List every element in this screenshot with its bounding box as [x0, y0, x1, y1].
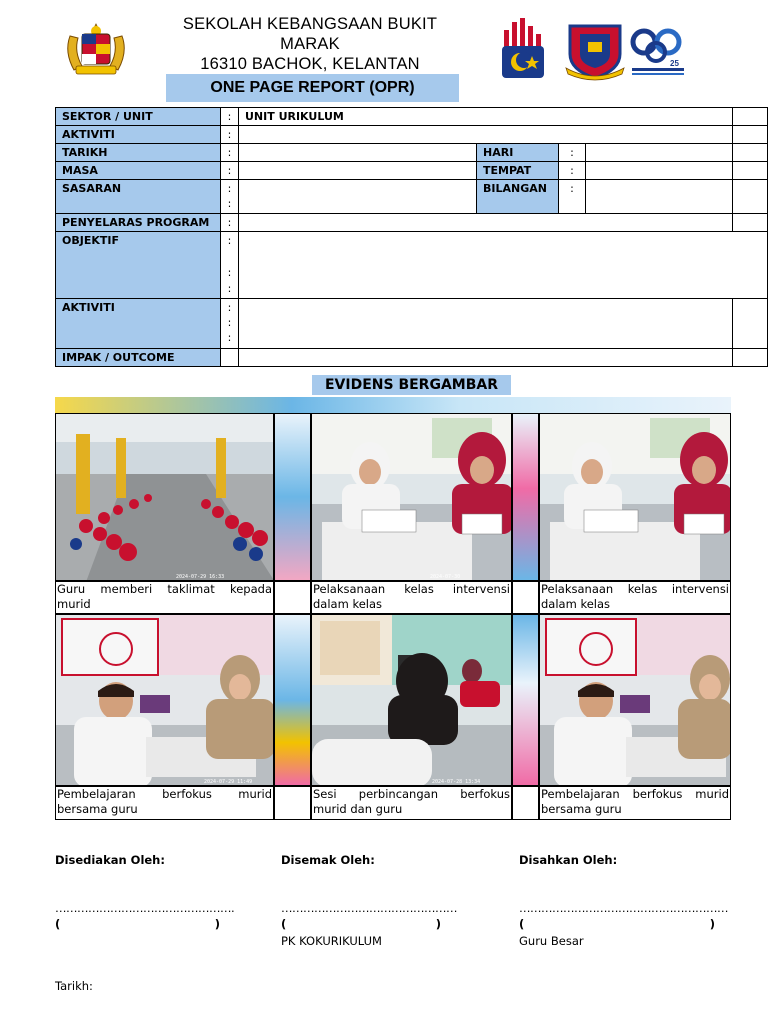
school-address: 16310 BACHOK, KELANTAN	[200, 55, 420, 73]
decorative-side-panel	[274, 413, 311, 581]
row-impak	[56, 349, 768, 367]
hari-value[interactable]	[586, 144, 733, 162]
photo-focused-learning-1	[55, 614, 274, 786]
checked-by-block	[281, 853, 457, 948]
caption-5: Sesi perbincangan berfokus murid dan guru	[311, 786, 512, 820]
objektif-label: OBJEKTIF	[56, 232, 221, 299]
colon: :	[559, 144, 586, 162]
caption-1: Guru memberi taklimat kepada murid	[55, 581, 274, 614]
colon: :	[221, 214, 239, 232]
colon-stack: : : :	[221, 232, 239, 299]
penyelaras-label: PENYELARAS PROGRAM	[56, 214, 221, 232]
blank-cell	[733, 349, 768, 367]
sasaran-value[interactable]	[239, 180, 477, 214]
row-masa	[56, 162, 768, 180]
aktiviti-detail-value[interactable]	[239, 299, 733, 349]
sektor-label: SEKTOR / UNIT	[56, 108, 221, 126]
bilangan-label: BILANGAN	[477, 180, 559, 214]
caption-2: Pelaksanaan kelas intervensi dalam kelas	[311, 581, 512, 614]
colon: :	[221, 162, 239, 180]
decorative-side-panel	[512, 413, 539, 581]
evidence-gallery	[55, 397, 731, 820]
blank-cell	[512, 581, 539, 614]
evidence-title-banner	[312, 375, 511, 395]
impak-label: IMPAK / OUTCOME	[56, 349, 221, 367]
tarikh-label: TARIKH	[56, 144, 221, 162]
penyelaras-value[interactable]	[239, 214, 733, 232]
aktiviti-label: AKTIVITI	[56, 126, 221, 144]
signature-line[interactable]: …………………………………………………	[519, 901, 728, 915]
signature-line[interactable]: ………………………………………….	[55, 901, 235, 915]
photo-discussion-session	[311, 614, 512, 786]
school-crest-logo	[562, 20, 628, 82]
checked-by-role: PK KOKURIKULUM	[281, 934, 382, 948]
aktiviti-value[interactable]	[239, 126, 733, 144]
blank-cell	[733, 180, 768, 214]
blank-cell	[733, 299, 768, 349]
blank-cell	[733, 108, 768, 126]
caption-6: Pembelajaran berfokus murid bersama guru	[539, 786, 731, 820]
school-name-line1: SEKOLAH KEBANGSAAN BUKIT	[182, 15, 438, 33]
name-parentheses: ( )	[281, 917, 441, 931]
photo-intervention-class-2	[539, 413, 731, 581]
impak-value[interactable]	[239, 349, 733, 367]
row-sektor	[56, 108, 768, 126]
svg-text:2024-07-29 11:49: 2024-07-29 11:49	[204, 779, 253, 785]
colon-stack: : :	[221, 180, 239, 214]
photo-assembly	[55, 413, 274, 581]
name-parentheses: ( )	[55, 917, 220, 931]
sektor-value[interactable]: UNIT URIKULUM	[239, 108, 733, 126]
masa-label: MASA	[56, 162, 221, 180]
row-objektif	[56, 232, 768, 299]
blank-cell	[274, 786, 311, 820]
colon: :	[559, 162, 586, 180]
approved-by-label: Disahkan Oleh:	[519, 853, 618, 867]
malaysia-coat-of-arms-logo	[60, 22, 132, 80]
colon: :	[559, 180, 586, 214]
evidence-title: EVIDENS BERGAMBAR	[324, 377, 499, 393]
blank-cell	[733, 214, 768, 232]
svg-text:25: 25	[670, 59, 679, 68]
tarikh-value[interactable]	[239, 144, 477, 162]
report-title: ONE PAGE REPORT (OPR)	[210, 79, 415, 96]
decorative-banner	[55, 397, 731, 413]
colon: :	[221, 108, 239, 126]
row-aktiviti	[56, 126, 768, 144]
decorative-side-panel	[512, 614, 539, 786]
colon-empty	[221, 349, 239, 367]
checked-by-label: Disemak Oleh:	[281, 853, 375, 867]
bilangan-value[interactable]	[586, 180, 733, 214]
blank-cell	[512, 786, 539, 820]
caption-4: Pembelajaran berfokus murid bersama guru	[55, 786, 274, 820]
blank-cell	[733, 162, 768, 180]
blank-cell	[274, 581, 311, 614]
row-penyelaras	[56, 214, 768, 232]
photo-intervention-class-1	[311, 413, 512, 581]
approved-by-role: Guru Besar	[519, 934, 584, 948]
signature-line[interactable]: …………………………………………	[281, 901, 457, 915]
hari-label: HARI	[477, 144, 559, 162]
name-parentheses: ( )	[519, 917, 715, 931]
anniversary-logo	[630, 26, 686, 78]
tempat-label: TEMPAT	[477, 162, 559, 180]
aktiviti-detail-label: AKTIVITI	[56, 299, 221, 349]
ministry-logo	[500, 18, 546, 82]
objektif-value[interactable]	[239, 232, 768, 299]
svg-text:2024-07-28 13:34: 2024-07-28 13:34	[432, 779, 481, 785]
row-tarikh	[56, 144, 768, 162]
decorative-side-panel	[274, 614, 311, 786]
row-sasaran	[56, 180, 768, 214]
blank-cell	[733, 144, 768, 162]
colon-stack: : : :	[221, 299, 239, 349]
report-details-table	[55, 107, 768, 367]
date-label: Tarikh:	[55, 979, 93, 993]
prepared-by-label: Disediakan Oleh:	[55, 853, 165, 867]
row-aktiviti-detail	[56, 299, 768, 349]
sasaran-label: SASARAN	[56, 180, 221, 214]
masa-value[interactable]	[239, 162, 477, 180]
tempat-value[interactable]	[586, 162, 733, 180]
svg-text:2024-07-29 16:33: 2024-07-29 16:33	[176, 574, 225, 580]
blank-cell	[733, 126, 768, 144]
school-name	[160, 14, 460, 74]
approved-by-block	[519, 853, 728, 948]
caption-3: Pelaksanaan kelas intervensi dalam kelas	[539, 581, 731, 614]
prepared-by-block	[55, 853, 235, 931]
colon: :	[221, 144, 239, 162]
colon: :	[221, 126, 239, 144]
photo-focused-learning-2	[539, 614, 731, 786]
svg-text:2024-07-30: 2024-07-30	[430, 574, 461, 580]
school-name-line2: MARAK	[280, 35, 340, 53]
report-title-banner	[166, 74, 459, 102]
